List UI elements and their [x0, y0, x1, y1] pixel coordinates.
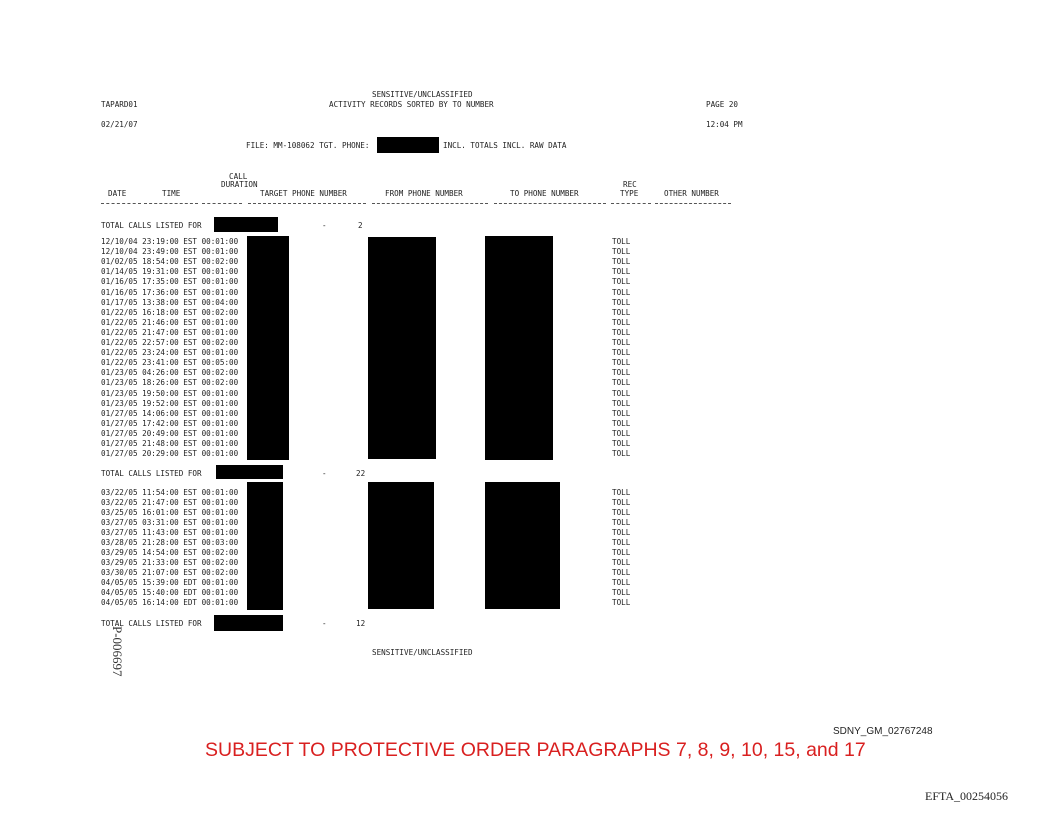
rec-type-cell: TOLL	[612, 538, 631, 547]
col-from: FROM PHONE NUMBER	[385, 189, 463, 198]
call-record-row: 01/27/05 20:49:00 EST 00:01:00	[101, 428, 239, 438]
report-title: ACTIVITY RECORDS SORTED BY TO NUMBER	[329, 100, 494, 109]
call-record-row: 01/27/05 17:42:00 EST 00:01:00	[101, 418, 239, 428]
call-record-row: 04/05/05 15:39:00 EDT 00:01:00	[101, 578, 239, 587]
col-target: TARGET PHONE NUMBER	[260, 189, 347, 198]
page-number: PAGE 20	[706, 100, 739, 109]
redaction-to-column	[485, 236, 553, 460]
call-record-row: 01/23/05 04:26:00 EST 00:02:00	[101, 368, 239, 378]
rec-type-cell: TOLL	[612, 277, 631, 287]
call-record-row: 01/17/05 13:38:00 EST 00:04:00	[101, 297, 239, 307]
classification-bottom: SENSITIVE/UNCLASSIFIED	[372, 648, 473, 657]
redaction-total-number	[214, 217, 278, 232]
efta-number: EFTA_00254056	[925, 789, 1009, 803]
call-record-row: 12/10/04 23:19:00 EST 00:01:00	[101, 237, 239, 246]
call-record-row: 01/16/05 17:36:00 EST 00:01:00	[101, 287, 239, 297]
rec-type-cell: TOLL	[612, 498, 631, 507]
call-record-row: 01/14/05 19:31:00 EST 00:01:00	[101, 267, 239, 277]
rule-target	[248, 203, 366, 204]
call-record-row: 04/05/05 16:14:00 EDT 00:01:00	[101, 598, 239, 607]
call-record-row: 03/22/05 11:54:00 EST 00:01:00	[101, 488, 239, 497]
total-label: TOTAL CALLS LISTED FOR	[101, 619, 202, 628]
report-time: 12:04 PM	[706, 120, 743, 129]
call-record-row: 01/27/05 14:06:00 EST 00:01:00	[101, 408, 239, 418]
rec-type-cell: TOLL	[612, 428, 631, 438]
call-record-row: 01/27/05 20:29:00 EST 00:01:00	[101, 449, 239, 459]
rec-type-cell: TOLL	[612, 508, 631, 517]
rec-type-cell: TOLL	[612, 327, 631, 337]
call-record-row: 04/05/05 15:40:00 EDT 00:01:00	[101, 588, 239, 597]
redaction-from-column	[368, 237, 436, 459]
col-rec-1: REC	[623, 180, 637, 189]
call-record-row: 01/22/05 21:47:00 EST 00:01:00	[101, 327, 239, 337]
col-to: TO PHONE NUMBER	[510, 189, 579, 198]
total-dash: -	[322, 619, 327, 628]
rec-type-cell: TOLL	[612, 439, 631, 448]
call-record-row: 01/22/05 16:18:00 EST 00:02:00	[101, 307, 239, 317]
file-line-prefix: FILE: MM-108062 TGT. PHONE:	[246, 141, 370, 150]
rec-type-cell: TOLL	[612, 237, 631, 246]
rec-type-cell: TOLL	[612, 398, 631, 408]
redaction-total-number	[216, 465, 283, 479]
total-label: TOTAL CALLS LISTED FOR	[101, 221, 202, 230]
call-record-row: 01/23/05 19:50:00 EST 00:01:00	[101, 388, 239, 398]
total-count: 2	[358, 221, 363, 230]
protective-order-notice: SUBJECT TO PROTECTIVE ORDER PARAGRAPHS 7, 8, 9, 10, 15, and 17	[205, 739, 866, 761]
redaction-target-column	[247, 482, 283, 610]
bates-stamp: P-006697	[110, 626, 125, 677]
redaction-from-column	[368, 482, 434, 609]
call-record-row: 01/22/05 21:46:00 EST 00:01:00	[101, 317, 239, 327]
rec-type-cell: TOLL	[612, 317, 631, 327]
call-record-row: 01/27/05 21:48:00 EST 00:01:00	[101, 439, 239, 448]
rec-type-cell: TOLL	[612, 257, 631, 267]
call-record-row: 03/29/05 14:54:00 EST 00:02:00	[101, 548, 239, 557]
call-record-row: 12/10/04 23:49:00 EST 00:01:00	[101, 247, 239, 257]
call-record-row: 03/29/05 21:33:00 EST 00:02:00	[101, 558, 239, 567]
rec-type-cell: TOLL	[612, 358, 631, 368]
call-record-row: 03/30/05 21:07:00 EST 00:02:00	[101, 568, 239, 577]
total-dash: -	[322, 469, 327, 478]
call-record-row: 01/23/05 19:52:00 EST 00:01:00	[101, 398, 239, 408]
rec-type-cell: TOLL	[612, 307, 631, 317]
col-rec-2: TYPE	[620, 189, 639, 198]
rule-other	[655, 203, 731, 204]
rec-type-cell: TOLL	[612, 588, 631, 597]
rec-type-cell: TOLL	[612, 368, 631, 378]
report-id: TAPARD01	[101, 100, 138, 109]
file-line-suffix: INCL. TOTALS INCL. RAW DATA	[443, 141, 567, 150]
col-other: OTHER NUMBER	[664, 189, 719, 198]
rec-type-cell: TOLL	[612, 348, 631, 358]
col-date: DATE	[108, 189, 127, 198]
redaction-to-column	[485, 482, 560, 609]
classification-top: SENSITIVE/UNCLASSIFIED	[372, 90, 473, 99]
rule-rectype	[611, 203, 651, 204]
call-record-row: 01/23/05 18:26:00 EST 00:02:00	[101, 378, 239, 388]
rule-duration	[202, 203, 242, 204]
col-time: TIME	[162, 189, 181, 198]
redaction-target-phone	[377, 137, 439, 153]
call-record-row: 01/22/05 23:41:00 EST 00:05:00	[101, 358, 239, 368]
total-dash: -	[322, 221, 327, 230]
rec-type-cell: TOLL	[612, 297, 631, 307]
call-record-row: 03/22/05 21:47:00 EST 00:01:00	[101, 498, 239, 507]
rec-type-cell: TOLL	[612, 287, 631, 297]
redaction-total-number	[214, 615, 283, 631]
rec-type-cell: TOLL	[612, 558, 631, 567]
rec-type-cell: TOLL	[612, 548, 631, 557]
rule-time	[144, 203, 198, 204]
rec-type-cell: TOLL	[612, 408, 631, 418]
rec-type-cell: TOLL	[612, 578, 631, 587]
call-record-row: 03/28/05 21:28:00 EST 00:03:00	[101, 538, 239, 547]
rec-type-cell: TOLL	[612, 449, 631, 459]
rec-type-cell: TOLL	[612, 528, 631, 537]
rec-type-cell: TOLL	[612, 378, 631, 388]
rec-type-cell: TOLL	[612, 338, 631, 347]
call-record-row: 01/02/05 18:54:00 EST 00:02:00	[101, 257, 239, 267]
rec-type-cell: TOLL	[612, 267, 631, 277]
rec-type-cell: TOLL	[612, 598, 631, 607]
col-call-1: CALL	[229, 172, 248, 181]
rule-from	[372, 203, 488, 204]
call-record-row: 01/22/05 23:24:00 EST 00:01:00	[101, 348, 239, 358]
rec-type-cell: TOLL	[612, 568, 631, 577]
col-call-2: DURATION	[221, 180, 258, 189]
total-label: TOTAL CALLS LISTED FOR	[101, 469, 202, 478]
call-record-row: 01/16/05 17:35:00 EST 00:01:00	[101, 277, 239, 287]
rec-type-cell: TOLL	[612, 247, 631, 257]
rec-type-cell: TOLL	[612, 418, 631, 428]
rec-type-cell: TOLL	[612, 518, 631, 527]
call-record-row: 03/25/05 16:01:00 EST 00:01:00	[101, 508, 239, 517]
total-count: 12	[356, 619, 366, 628]
call-record-row: 03/27/05 03:31:00 EST 00:01:00	[101, 518, 239, 527]
rule-date	[101, 203, 141, 204]
report-date: 02/21/07	[101, 120, 138, 129]
sdny-number: SDNY_GM_02767248	[833, 726, 933, 737]
redaction-target-column	[247, 236, 289, 460]
total-count: 22	[356, 469, 366, 478]
rec-type-cell: TOLL	[612, 488, 631, 497]
rec-type-cell: TOLL	[612, 388, 631, 398]
call-record-row: 01/22/05 22:57:00 EST 00:02:00	[101, 338, 239, 347]
rule-to	[494, 203, 606, 204]
call-record-row: 03/27/05 11:43:00 EST 00:01:00	[101, 528, 239, 537]
